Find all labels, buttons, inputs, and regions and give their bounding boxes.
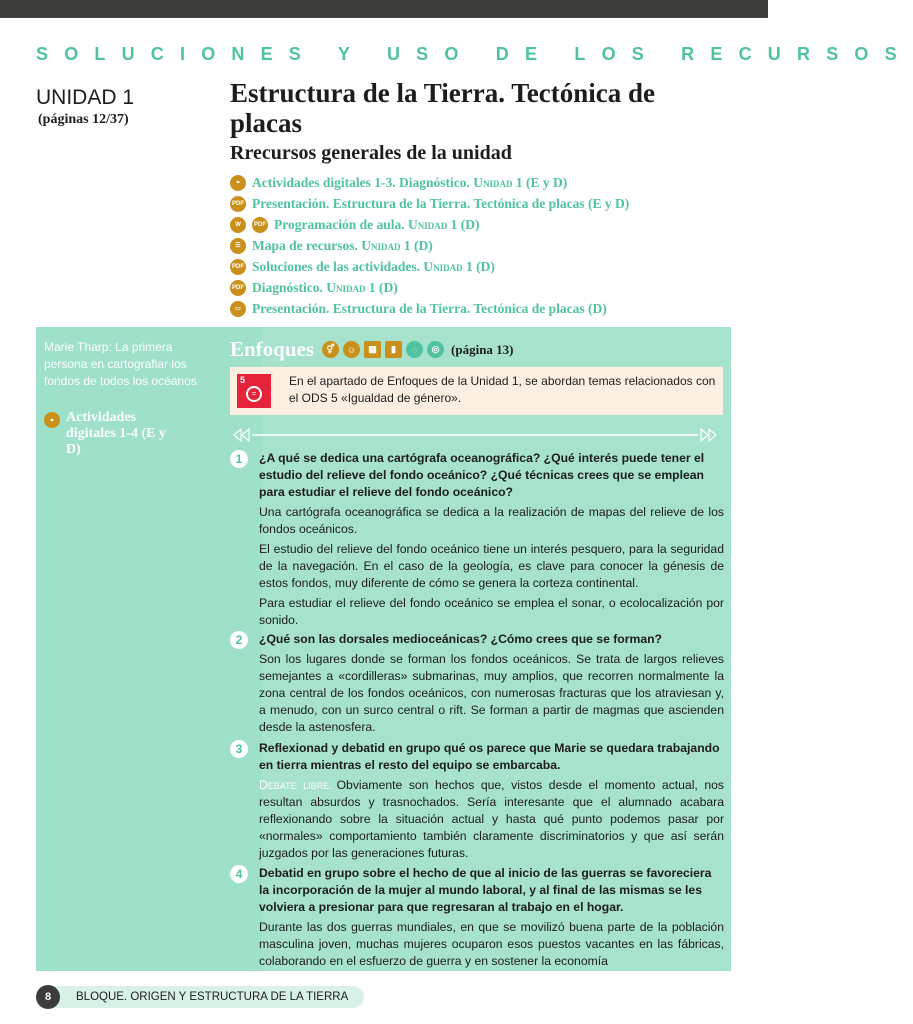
ornament-divider [230, 428, 720, 442]
resource-text: Presentación. Estructura de la Tierra. Tectónica de placas (E y D) [252, 195, 630, 211]
gender-icon: ⚥ [322, 341, 339, 358]
ods-text: En el apartado de Enfoques de la Unidad 1, se abordan temas relacionados con el ODS 5 «Igualdad de género». [289, 374, 716, 405]
resource-text: Actividades digitales 1-3. Diagnóstico. [252, 174, 470, 190]
resource-suffix: 1 (D) [450, 216, 480, 232]
map-icon: ☰ [230, 238, 246, 254]
resource-suffix: 1 (E y D) [515, 174, 568, 190]
question-text: ¿Qué son las dorsales medioceánicas? ¿Cómo crees que se forman? [259, 632, 662, 646]
resource-text: Soluciones de las actividades. [252, 258, 421, 274]
pdf-icon: PDF [252, 217, 268, 233]
enfoques-header [230, 337, 514, 362]
section-title: SOLUCIONES Y USO DE LOS RECURSOS [36, 44, 913, 64]
resource-text: Diagnóstico. [252, 279, 323, 295]
pdf-icon: PDF [230, 196, 246, 212]
link-icon: ⚭ [230, 175, 246, 191]
sidebar-activities-label: Actividades digitales 1-4 (E y D) [66, 410, 166, 457]
top-bar [0, 0, 768, 18]
question-number: 1 [230, 450, 248, 468]
enfoques-pages: (página 13) [451, 341, 514, 357]
page-footer [36, 985, 364, 1009]
answer-paragraph: El estudio del relieve del fondo oceánico tiene un interés pesquero, para la seguridad de la navegación. En el caso de la geología, es clave para conocer la génesis de estos fondos, muy diferente de cómo se genera la corteza continental. [259, 542, 724, 590]
resource-text: Presentación. Estructura de la Tierra. Tectónica de placas (D) [252, 300, 607, 316]
resource-item[interactable] [230, 298, 750, 319]
unit-label: UNIDAD 1 [36, 86, 135, 109]
resource-text: Mapa de recursos. [252, 237, 358, 253]
sidebar-activities[interactable] [44, 410, 176, 458]
resource-unit-tag: Unidad [408, 216, 448, 232]
resources-heading: Rrecursos generales de la unidad [230, 142, 512, 164]
resource-suffix: 1 (D) [368, 279, 398, 295]
resource-unit-tag: Unidad [473, 174, 513, 190]
pdf-icon: PDF [230, 280, 246, 296]
resource-item[interactable] [230, 277, 750, 298]
page-number: 8 [36, 985, 60, 1009]
resource-text: Programación de aula. [274, 216, 405, 232]
word-icon: W [230, 217, 246, 233]
link-icon: ⚭ [44, 412, 60, 428]
resource-item[interactable] [230, 193, 750, 214]
resource-unit-tag: Unidad [326, 279, 366, 295]
answer-paragraph: Para estudiar el relieve del fondo oceánico se emplea el sonar, o ecolocalización por sonido. [259, 596, 724, 627]
question-number: 2 [230, 631, 248, 649]
question-text: Reflexionad y debatid en grupo qué os parece que Marie se quedara trabajando en tierra mientras el resto del equipo se embarcaba. [259, 741, 720, 772]
question-2 [230, 631, 724, 736]
resource-item[interactable] [230, 235, 750, 256]
question-text: ¿A qué se dedica una cartógrafa oceanográfica? ¿Qué interés puede tener el estudio del relieve del fondo oceánico? ¿Qué técnicas crees que se emplean para estudiar el relieve del fondo oceánico? [259, 451, 705, 499]
pdf-icon: PDF [230, 259, 246, 275]
ods-badge-number: 5 [240, 375, 246, 385]
answer-paragraph [259, 777, 724, 862]
question-text: Debatid en grupo sobre el hecho de que al inicio de las guerras se favoreciera la incorporación de la mujer al mundo laboral, y al final de las mismas se les volviera a presionar para que regresaran al trabajo en el hogar. [259, 866, 712, 914]
sidebar-note: Marie Tharp: La primera persona en cartografiar los fondos de todos los océanos [44, 340, 197, 388]
unit-pages: (páginas 12/37) [38, 112, 129, 127]
resource-suffix: 1 (D) [466, 258, 495, 274]
answer-paragraph: Una cartógrafa oceanográfica se dedica a la realización de mapas del relieve de los fondos oceánicos. [259, 505, 724, 536]
resource-unit-tag: Unidad [361, 237, 401, 253]
question-number: 4 [230, 865, 248, 883]
chat-icon: ◌ [406, 341, 423, 358]
people-icon: ☺ [343, 341, 360, 358]
question-4 [230, 865, 724, 970]
resource-unit-tag: Unidad [423, 258, 463, 274]
ods-5-badge [237, 374, 271, 408]
gender-equality-icon: = [246, 386, 262, 402]
answer-label: Debate libre. [259, 778, 333, 792]
page-title: Estructura de la Tierra. Tectónica de placas [230, 78, 655, 138]
enfoques-title: Enfoques [230, 337, 315, 361]
calculator-icon: ▦ [364, 341, 381, 358]
answer-paragraph: Son los lugares donde se forman los fondos oceánicos. Se trata de largos relieves semejantes a «cordilleras» submarinas, muy amplios, que recorren normalmente la zona central de los fondos oceánicos, con numerosas fracturas que los atraviesan y, a menudo, con un surco central o rift. Se forman a partir de magmas que ascienden desde la astenosfera. [259, 652, 724, 734]
presentation-icon: ▭ [230, 301, 246, 317]
ods-box [230, 367, 723, 415]
question-number: 3 [230, 740, 248, 758]
resources-list [230, 172, 750, 319]
question-3 [230, 740, 724, 862]
question-1 [230, 450, 724, 629]
resource-suffix: 1 (D) [403, 237, 433, 253]
resource-item[interactable] [230, 256, 750, 277]
answer-paragraph: Durante las dos guerras mundiales, en que se movilizó buena parte de la población masculina joven, muchas mujeres ocuparon esos puestos vacantes en las fábricas, colaborando en el esfuerzo de guerra y en sostener la economía [259, 920, 724, 968]
footer-block-title: BLOQUE. ORIGEN Y ESTRUCTURA DE LA TIERRA [50, 986, 364, 1008]
resource-item[interactable] [230, 214, 750, 235]
chart-icon: ▮ [385, 341, 402, 358]
resource-item[interactable] [230, 172, 750, 193]
owl-icon: ◎ [427, 341, 444, 358]
answer-text: Obviamente son hechos que, vistos desde el momento actual, nos resultan absurdos y trasnochados. Sería interesante que el alumnado acabara reflexionando sobre la situación actual y hasta qué punto podemos pasar por «normales» comportamiento también claramente discriminatorios y que así serán juzgados por las generaciones futuras. [259, 778, 724, 860]
